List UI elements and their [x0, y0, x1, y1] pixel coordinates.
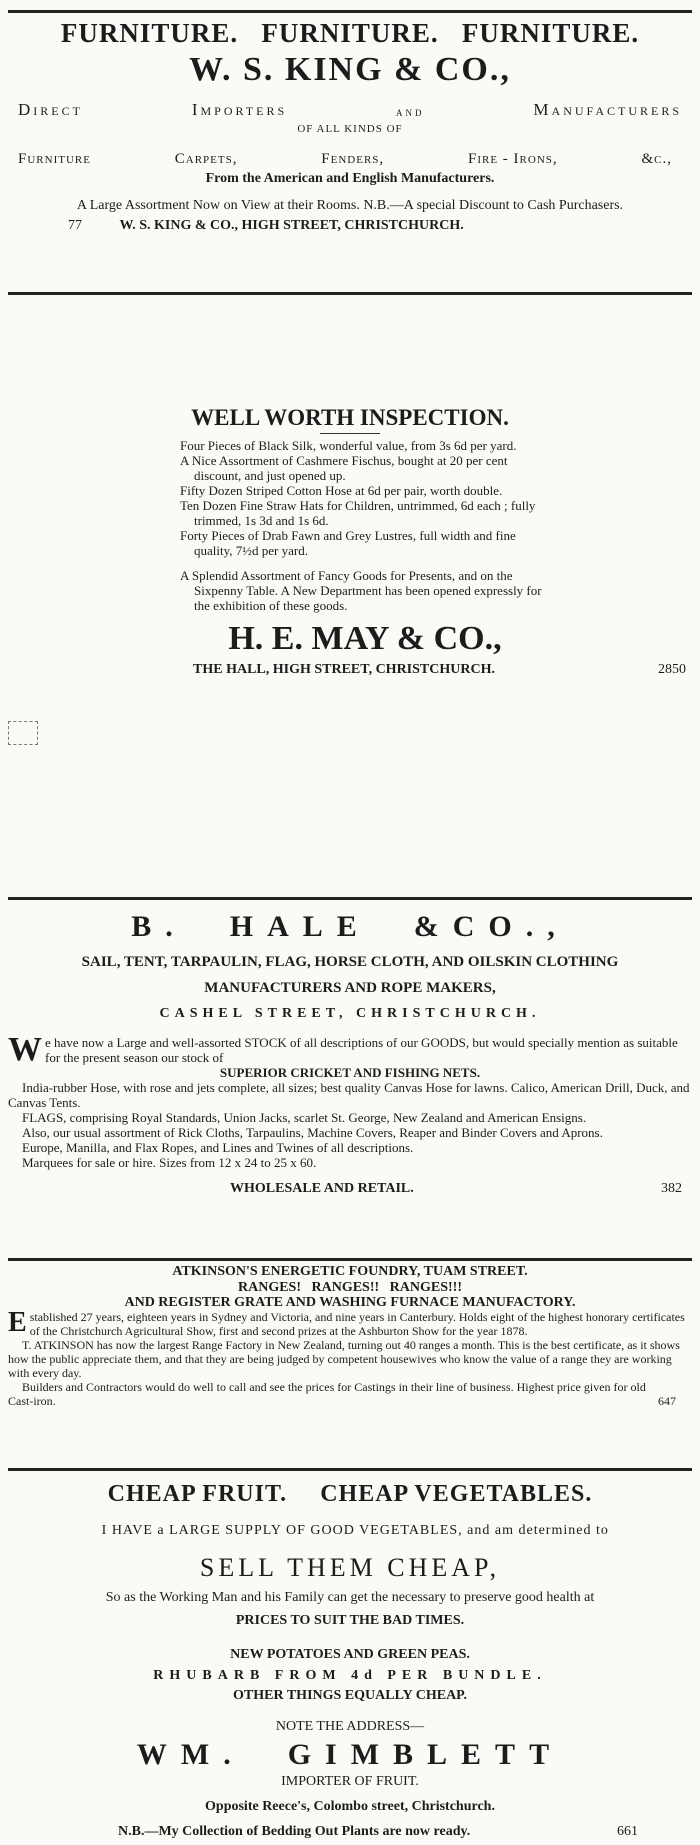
may-number: 2850	[658, 662, 686, 677]
gimblett-headings	[8, 1476, 692, 1512]
hale-p2: FLAGS, comprising Royal Standards, Union Jacks, scarlet St. George, New Zealand and American Ensigns.	[22, 1110, 587, 1125]
king-line2	[8, 138, 692, 168]
gimblett-dropcap	[8, 1522, 16, 1548]
hale-line3: CASHEL STREET, CHRISTCHURCH.	[159, 1006, 541, 1021]
may-item-1: Four Pieces of Black Silk, wonderful value, from 3s 6d per yard.	[180, 438, 517, 453]
king-line1	[8, 90, 692, 120]
hale-p3: Also, our usual assortment of Rick Cloths, Tarpaulins, Machine Covers, Reaper and Binder Covers and Aprons.	[22, 1125, 603, 1140]
king-name: W. S. KING & CO.,	[189, 51, 511, 88]
gimblett-importer: IMPORTER OF FRUIT.	[281, 1774, 419, 1789]
hale-number: 382	[661, 1181, 682, 1196]
may-item-3: Fifty Dozen Striped Cotton Hose at 6d per pair, worth double.	[180, 483, 503, 498]
may-address: THE HALL, HIGH STREET, CHRISTCHURCH.	[193, 662, 495, 677]
king-importers: Importers	[191, 100, 288, 119]
hale-footer-line	[8, 1178, 692, 1200]
may-list	[180, 438, 550, 558]
king-advert	[8, 16, 692, 236]
atkinson-ranges: RANGES! RANGES!! RANGES!!!	[237, 1280, 462, 1295]
may-advert	[8, 405, 692, 681]
king-direct: Direct	[18, 100, 83, 119]
rule-atkinson-bottom	[8, 1468, 692, 1471]
may-item-2: A Nice Assortment of Cashmere Fischus, bought at 20 per cent discount, and just opened up.	[180, 453, 508, 483]
gimblett-opposite: Opposite Reece's, Colombo street, Christchurch.	[205, 1799, 495, 1814]
atkinson-p1-text: stablished 27 years, eighteen years in Sydney and Victoria, and nine years in Canterbury. Holds eight of the highest honorary certificates of the Christchurch Agricultural Show, first and second prizes at the Ashburton Show for the year 1878.	[29, 1310, 685, 1338]
hale-p5: Marquees for sale or hire. Sizes from 12 x 24 to 25 x 60.	[22, 1155, 317, 1170]
gimblett-intro: I HAVE a LARGE SUPPLY OF GOOD VEGETABLES, and am determined to	[101, 1523, 609, 1538]
gimblett-number: 661	[617, 1824, 638, 1839]
king-etc: &c.,	[641, 151, 672, 167]
gimblett-nb-line	[8, 1820, 692, 1844]
gimblett-name: WM. GIMBLETT	[136, 1738, 564, 1771]
king-address-line	[8, 216, 692, 236]
gimblett-advert	[8, 1476, 692, 1844]
may-address-line	[8, 659, 692, 681]
atkinson-number: 647	[658, 1394, 676, 1408]
gimblett-potatoes: NEW POTATOES AND GREEN PEAS.	[230, 1647, 470, 1662]
king-fenders: Fenders,	[321, 151, 385, 167]
gimblett-sell: SELL THEM CHEAP,	[199, 1553, 501, 1582]
rule-king-bottom	[8, 292, 692, 295]
atkinson-p1	[8, 1307, 692, 1338]
may-splendid: A Splendid Assortment of Fancy Goods for Presents, and on the Sixpenny Table. A New Department has been opened expressly for the exhibition of these goods.	[180, 568, 542, 613]
hale-body	[8, 1031, 692, 1170]
hale-intro	[8, 1031, 692, 1068]
king-notice: A Large Assortment Now on View at their Rooms. N.B.—A special Discount to Cash Purchasers.	[76, 198, 624, 213]
may-item-4: Ten Dozen Fine Straw Hats for Children, untrimmed, 6d each ; fully trimmed, 1s 3d and 1s 6d.	[180, 498, 536, 528]
may-body	[180, 438, 550, 613]
gimblett-intro-block	[8, 1522, 692, 1588]
gimblett-heading-veg: CHEAP VEGETABLES.	[320, 1481, 593, 1507]
gimblett-so: So as the Working Man and his Family can get the necessary to preserve good health at	[105, 1590, 595, 1605]
king-banner: FURNITURE. FURNITURE. FURNITURE.	[60, 18, 640, 48]
hale-p1: India-rubber Hose, with rose and jets complete, all sizes; best quality Canvas Hose for lawns. Calico, American Drill, Duck, and Canvas Tents.	[8, 1080, 690, 1110]
atkinson-title: ATKINSON'S ENERGETIC FOUNDRY, TUAM STREET.	[172, 1264, 528, 1279]
gimblett-note: NOTE THE ADDRESS—	[275, 1719, 425, 1734]
may-heading: WELL WORTH INSPECTION.	[191, 405, 509, 430]
may-item-5: Forty Pieces of Drab Fawn and Grey Lustres, full width and fine quality, 7½d per yard.	[180, 528, 516, 558]
hale-nets: SUPERIOR CRICKET AND FISHING NETS.	[219, 1065, 481, 1080]
may-ornament	[8, 721, 38, 745]
hale-name: B. HALE &CO.,	[131, 910, 569, 943]
king-carpets: Carpets,	[174, 151, 238, 167]
hale-line1: SAIL, TENT, TARPAULIN, FLAG, HORSE CLOTH, AND OILSKIN CLOTHING	[81, 954, 619, 970]
top-rule	[8, 10, 692, 13]
may-heading-underline	[320, 433, 380, 434]
atkinson-advert	[8, 1264, 692, 1408]
atkinson-p2: T. ATKINSON has now the largest Range Factory in New Zealand, turning out 40 ranges a month. This is the best certificate, as it shows how the public appreciate them, and that they are being judged by competent housewives who know the value of a range they are working with every day.	[8, 1338, 680, 1380]
atkinson-dropcap: E	[8, 1307, 27, 1338]
hale-line2: MANUFACTURERS AND ROPE MAKERS,	[204, 980, 496, 996]
gimblett-rhubarb: RHUBARB FROM 4d PER BUNDLE.	[153, 1668, 547, 1683]
rule-may-bottom	[8, 897, 692, 900]
hale-p4: Europe, Manilla, and Flax Ropes, and Lines and Twines of all descriptions.	[22, 1140, 414, 1155]
king-address: W. S. KING & CO., HIGH STREET, CHRISTCHURCH.	[119, 218, 464, 233]
gimblett-other: OTHER THINGS EQUALLY CHEAP.	[233, 1688, 467, 1703]
king-and: and	[396, 104, 425, 119]
atkinson-grate: AND REGISTER GRATE AND WASHING FURNACE MANUFACTORY.	[124, 1295, 576, 1310]
atkinson-p3: Builders and Contractors would do well to call and see the prices for Castings in their line of business. Highest price given for old Cast-iron.	[8, 1380, 646, 1408]
king-sub: OF ALL KINDS OF	[297, 123, 403, 135]
king-furniture: Furniture	[18, 151, 91, 167]
hale-advert	[8, 905, 692, 1200]
gimblett-prices: PRICES TO SUIT THE BAD TIMES.	[235, 1613, 465, 1628]
rule-hale-bottom	[8, 1258, 692, 1261]
gimblett-heading-fruit: CHEAP FRUIT.	[107, 1481, 288, 1507]
king-fire-irons: Fire - Irons,	[467, 151, 558, 167]
hale-dropcap: W	[8, 1031, 42, 1068]
king-from: From the American and English Manufacturers.	[205, 171, 495, 186]
gimblett-nb: N.B.—My Collection of Bedding Out Plants are now ready.	[118, 1824, 471, 1839]
hale-intro-text: e have now a Large and well-assorted STOCK of all descriptions of our GOODS, but would specially mention as suitable for the present season our stock of	[45, 1035, 678, 1065]
may-name: H. E. MAY & CO.,	[228, 620, 502, 657]
hale-footer: WHOLESALE AND RETAIL.	[230, 1181, 414, 1196]
atkinson-p3-line	[8, 1380, 692, 1408]
king-manufacturers: Manufacturers	[533, 100, 682, 119]
king-number: 77	[68, 218, 82, 233]
